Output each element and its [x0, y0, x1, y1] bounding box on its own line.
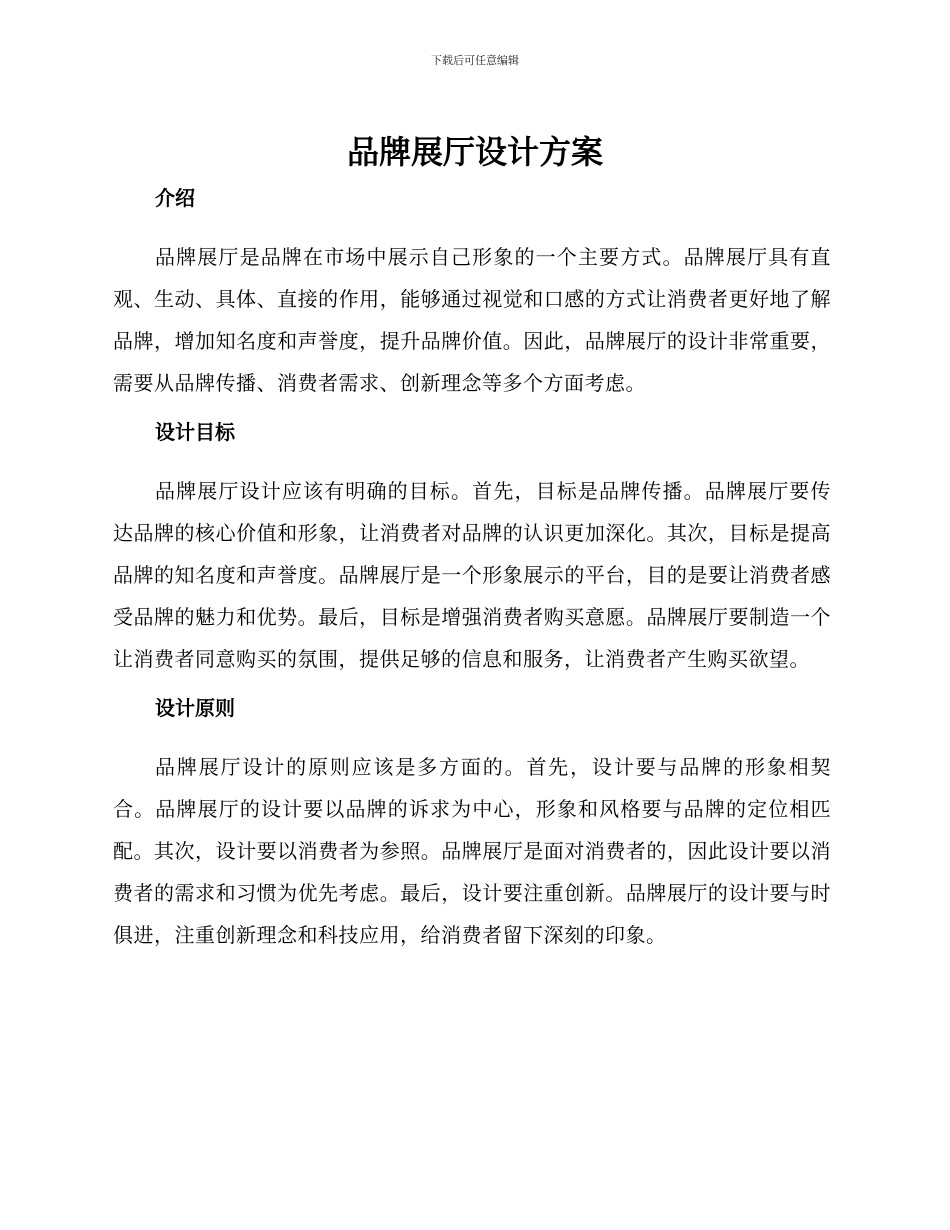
section-heading-design-principles: 设计原则 — [155, 696, 235, 720]
section-heading-introduction: 介绍 — [155, 186, 195, 210]
section-paragraph-design-principles: 品牌展厅设计的原则应该是多方面的。首先，设计要与品牌的形象相契合。品牌展厅的设计要以品牌的诉求为中心，形象和风格要与品牌的定位相匹配。其次，设计要以消费者为参照。品牌展厅是面对消费者的，因此设计要以消费者的需求和习惯为优先考虑。最后，设计要注重创新。品牌展厅的设计要与时俱进，注重创新理念和科技应用，给消费者留下深刻的印象。 — [113, 755, 831, 947]
section-paragraph-introduction: 品牌展厅是品牌在市场中展示自己形象的一个主要方式。品牌展厅具有直观、生动、具体、直接的作用，能够通过视觉和口感的方式让消费者更好地了解品牌，增加知名度和声誉度，提升品牌价值。因此，品牌展厅的设计非常重要，需要从品牌传播、消费者需求、创新理念等多个方面考虑。 — [113, 245, 831, 395]
section-heading-design-goals: 设计目标 — [155, 420, 235, 444]
document-title: 品牌展厅设计方案 — [346, 133, 603, 171]
section-paragraph-design-goals: 品牌展厅设计应该有明确的目标。首先，目标是品牌传播。品牌展厅要传达品牌的核心价值和形象，让消费者对品牌的认识更加深化。其次，目标是提高品牌的知名度和声誉度。品牌展厅是一个形象展示的平台，目的是要让消费者感受品牌的魅力和优势。最后，目标是增强消费者购买意愿。品牌展厅要制造一个让消费者同意购买的氛围，提供足够的信息和服务，让消费者产生购买欲望。 — [113, 479, 831, 671]
page-header-note: 下载后可任意编辑 — [431, 54, 519, 67]
document-body — [113, 182, 831, 956]
